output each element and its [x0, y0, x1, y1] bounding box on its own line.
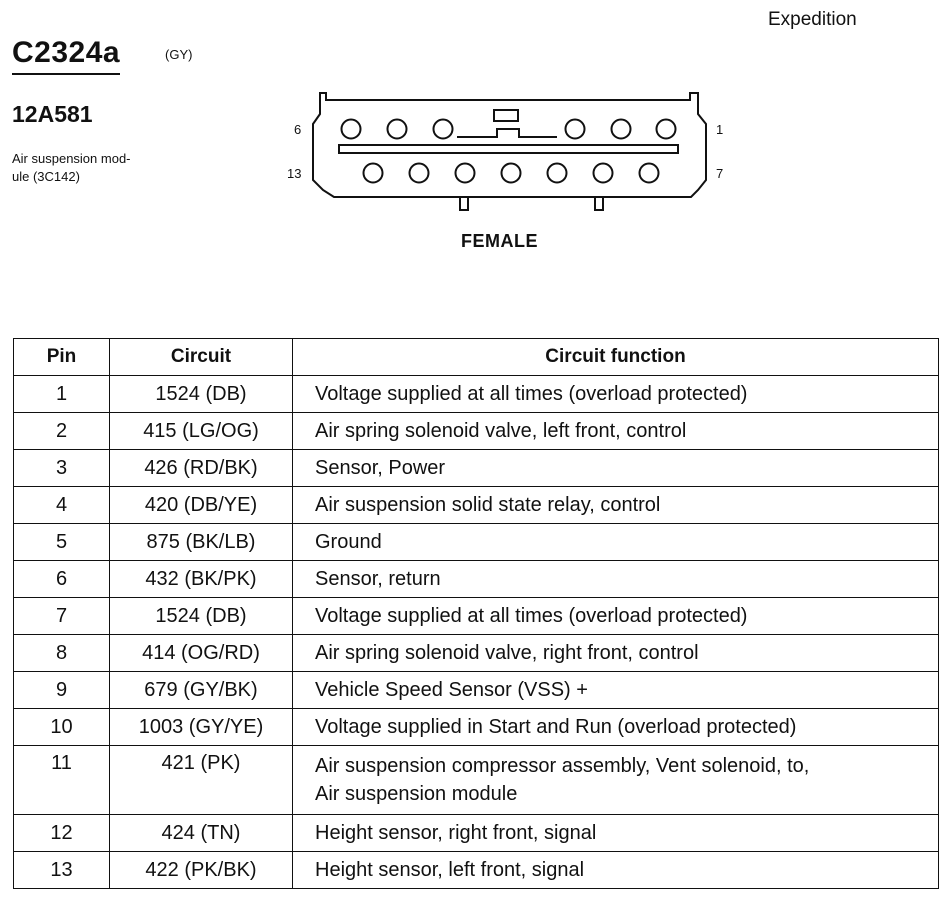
cell-circuit: 424 (TN) [110, 815, 293, 852]
cell-pin: 8 [14, 635, 110, 672]
pin-label-13: 13 [287, 166, 302, 181]
pin-label-7: 7 [716, 166, 724, 181]
pin-label-6: 6 [294, 122, 302, 137]
cell-function: Height sensor, right front, signal [293, 815, 939, 852]
cell-circuit: 1003 (GY/YE) [110, 709, 293, 746]
cell-pin: 9 [14, 672, 110, 709]
pin-cavity-8 [594, 164, 613, 183]
cell-function: Sensor, return [293, 561, 939, 598]
connector-gender-label: FEMALE [461, 231, 538, 251]
part-number: 12A581 [12, 101, 93, 127]
cell-circuit: 679 (GY/BK) [110, 672, 293, 709]
cell-function: Ground [293, 524, 939, 561]
cell-pin: 1 [14, 376, 110, 413]
table-row [14, 672, 939, 709]
header-pin: Pin [14, 339, 110, 376]
cell-pin: 3 [14, 450, 110, 487]
pin-cavity-1 [657, 120, 676, 139]
connector-divider [339, 145, 678, 153]
cell-circuit: 432 (BK/PK) [110, 561, 293, 598]
cell-function: Voltage supplied in Start and Run (overload protected) [293, 709, 939, 746]
cell-pin: 6 [14, 561, 110, 598]
cell-circuit: 415 (LG/OG) [110, 413, 293, 450]
pinout-table [13, 338, 939, 889]
cell-function: Sensor, Power [293, 450, 939, 487]
table-header-row [14, 339, 939, 376]
cell-function-line-1: Air suspension compressor assembly, Vent solenoid, to, [315, 755, 810, 777]
connector-id: C2324a [12, 36, 120, 75]
cell-function: Air spring solenoid valve, right front, control [293, 635, 939, 672]
table-row [14, 709, 939, 746]
table-row [14, 852, 939, 889]
cell-pin: 13 [14, 852, 110, 889]
cell-circuit: 414 (OG/RD) [110, 635, 293, 672]
table-row [14, 413, 939, 450]
pin-cavity-11 [456, 164, 475, 183]
cell-pin: 11 [14, 746, 110, 815]
pin-label-1: 1 [716, 122, 724, 137]
table-row [14, 450, 939, 487]
cell-function: Voltage supplied at all times (overload protected) [293, 598, 939, 635]
table-row [14, 524, 939, 561]
table-row [14, 746, 939, 815]
cell-circuit: 421 (PK) [110, 746, 293, 815]
table-row [14, 561, 939, 598]
cell-function: Voltage supplied at all times (overload protected) [293, 376, 939, 413]
pin-cavity-10 [502, 164, 521, 183]
cell-pin: 7 [14, 598, 110, 635]
cell-circuit: 420 (DB/YE) [110, 487, 293, 524]
description-line-2: ule (3C142) [12, 169, 80, 184]
connector-face-diagram [0, 0, 952, 260]
pin-cavity-3 [566, 120, 585, 139]
cell-function: Vehicle Speed Sensor (VSS) + [293, 672, 939, 709]
pin-cavity-5 [388, 120, 407, 139]
table-row [14, 815, 939, 852]
cell-pin: 12 [14, 815, 110, 852]
pin-cavity-9 [548, 164, 567, 183]
pin-cavity-7 [640, 164, 659, 183]
table-row [14, 598, 939, 635]
cell-circuit: 1524 (DB) [110, 598, 293, 635]
pin-cavity-4 [434, 120, 453, 139]
pin-cavity-13 [364, 164, 383, 183]
latch-tab-left [460, 197, 468, 210]
pin-cavity-12 [410, 164, 429, 183]
cell-function: Height sensor, left front, signal [293, 852, 939, 889]
cell-function: Air suspension solid state relay, control [293, 487, 939, 524]
cell-circuit: 1524 (DB) [110, 376, 293, 413]
connector-key [494, 110, 518, 121]
description-line-1: Air suspension mod- [12, 151, 131, 166]
latch-tab-right [595, 197, 603, 210]
cell-pin: 2 [14, 413, 110, 450]
connector-key-ridge [457, 129, 557, 137]
cell-circuit: 426 (RD/BK) [110, 450, 293, 487]
cell-circuit: 875 (BK/LB) [110, 524, 293, 561]
pin-cavity-2 [612, 120, 631, 139]
table-row [14, 487, 939, 524]
pin-cavity-6 [342, 120, 361, 139]
cell-circuit: 422 (PK/BK) [110, 852, 293, 889]
header-circuit: Circuit [110, 339, 293, 376]
cell-pin: 4 [14, 487, 110, 524]
cell-function: Air spring solenoid valve, left front, control [293, 413, 939, 450]
cell-function-line-2: Air suspension module [315, 783, 518, 805]
table-row [14, 635, 939, 672]
cell-function [293, 746, 939, 815]
cell-pin: 10 [14, 709, 110, 746]
header-function: Circuit function [293, 339, 939, 376]
table-row [14, 376, 939, 413]
connector-color: (GY) [165, 47, 193, 62]
vehicle-name: Expedition [768, 9, 857, 30]
cell-pin: 5 [14, 524, 110, 561]
